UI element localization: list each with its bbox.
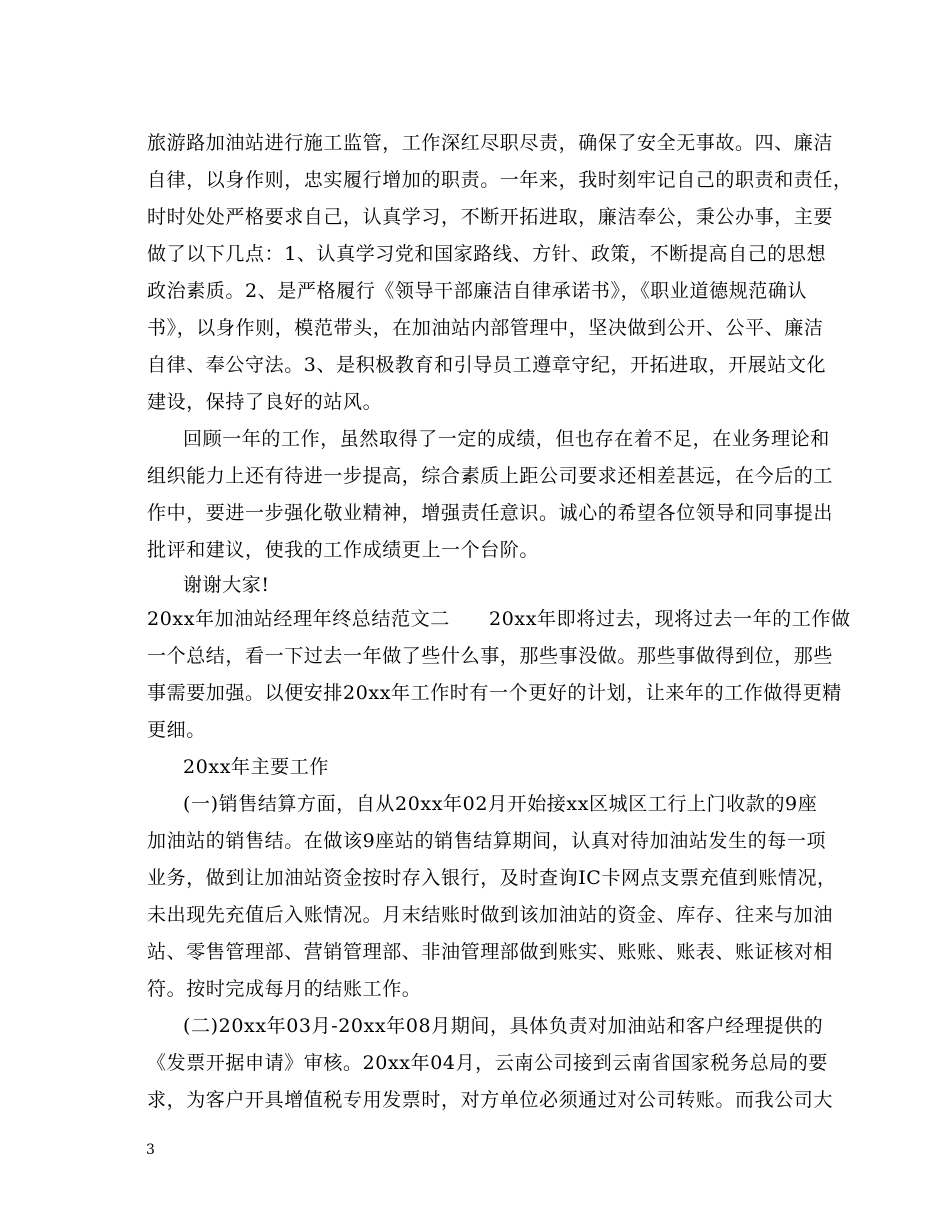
text-line: 自律，以身作则，忠实履行增加的职责。一年来，我时刻牢记自己的职责和责任， — [147, 169, 853, 191]
text-line: 加油站的销售结。在做该9座站的销售结算期间，认真对待加油站发生的每一项 — [147, 830, 827, 852]
text-line: 未出现先充值后入账情况。月末结账时做到该加油站的资金、库存、往来与加油 — [147, 904, 834, 926]
paragraph-first-line: (二)20xx年03月-20xx年08月期间，具体负责对加油站和客户经理提供的 — [183, 1015, 824, 1037]
page-number: 3 — [146, 1142, 155, 1158]
text-line: 做了以下几点：1、认真学习党和国家路线、方针、政策，不断提高自己的思想 — [147, 243, 827, 265]
subheading-line: 20xx年主要工作 — [183, 756, 330, 778]
text-line: 站、零售管理部、营销管理部、非油管理部做到账实、账账、账表、账证核对相 — [147, 941, 834, 963]
text-line: 旅游路加油站进行施工监管，工作深红尽职尽责，确保了安全无事故。四、廉洁 — [147, 132, 834, 154]
text-line: 批评和建议，使我的工作成绩更上一个台阶。 — [147, 539, 540, 561]
text-line: 求，为客户开具增值税专用发票时，对方单位必须通过对公司转账。而我公司大 — [147, 1089, 834, 1111]
text-line: 符。按时完成每月的结账工作。 — [147, 978, 422, 1000]
text-line: 一个总结，看一下过去一年做了些什么事，那些事没做。那些事做得到位，那些 — [147, 645, 834, 667]
text-line: 建设，保持了良好的站风。 — [147, 391, 383, 413]
text-line: 时时处处严格要求自己，认真学习，不断开拓进取，廉洁奉公，秉公办事，主要 — [147, 206, 834, 228]
text-line: 书》，以身作则，模范带头，在加油站内部管理中，坚决做到公开、公平、廉洁 — [147, 317, 824, 339]
paragraph-first-line: 回顾一年的工作，虽然取得了一定的成绩，但也存在着不足，在业务理论和 — [183, 428, 830, 450]
paragraph-first-line: (一)销售结算方面，自从20xx年02月开始接xx区城区工行上门收款的9座 — [183, 793, 818, 815]
text-line: 业务，做到让加油站资金按时存入银行，及时查询IC卡网点支票充值到账情况， — [147, 867, 837, 889]
closing-line: 谢谢大家! — [183, 574, 270, 596]
text-line: 组织能力上还有待进一步提高，综合素质上距公司要求还相差甚远，在今后的工 — [147, 465, 834, 487]
section-heading-line: 20xx年加油站经理年终总结范文二 20xx年即将过去，现将过去一年的工作做 — [147, 608, 851, 630]
text-line: 《发票开据申请》审核。20xx年04月，云南公司接到云南省国家税务总局的要 — [147, 1052, 828, 1074]
text-line: 更细。 — [147, 719, 206, 741]
text-line: 事需要加强。以便安排20xx年工作时有一个更好的计划，让来年的工作做得更精 — [147, 682, 842, 704]
text-line: 政治素质。2、是严格履行《领导干部廉洁自律承诺书》，《职业道德规范确认 — [147, 280, 808, 302]
text-line: 自律、奉公守法。3、是积极教育和引导员工遵章守纪，开拓进取，开展站文化 — [147, 354, 827, 376]
text-line: 作中，要进一步强化敬业精神，增强责任意识。诚心的希望各位领导和同事提出 — [147, 502, 834, 524]
